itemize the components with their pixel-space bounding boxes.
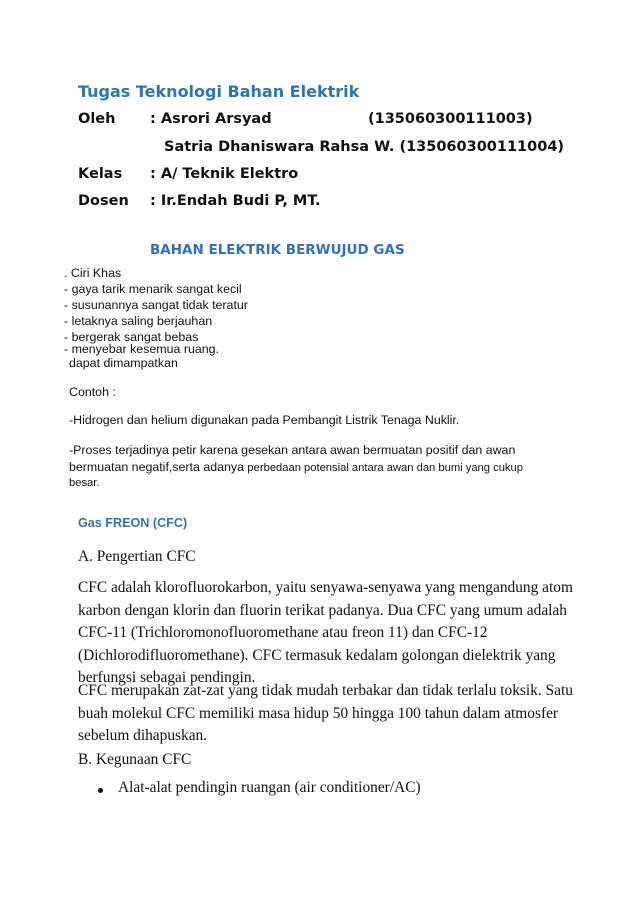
author-name-2: Satria Dhaniswara Rahsa W. (135060300111004) [164, 139, 565, 155]
paragraph-1: CFC adalah klorofluorokarbon, yaitu senyawa-senyawa yang mengandung atom karbon dengan klorin dan fluorin terikat padanya. Dua CFC yang umum adalah CFC-11 (Trichloromonofluoromethane atau freon 11) dan CFC-12 (Dichlorodifluoromethane). CFC termasuk kedalam golongan dielektrik yang berfungsi sebagai pendingin. [78, 579, 573, 686]
contoh-2-line-2 [69, 460, 523, 476]
kelas-label: Kelas [78, 166, 123, 182]
contoh-item-1: -Hidrogen dan helium digunakan pada Pembangit Listrik Tenaga Nuklir. [69, 413, 460, 427]
oleh-label: Oleh [78, 111, 116, 127]
author-name-1: : Asrori Arsyad [150, 111, 272, 127]
paragraph-2: CFC merupakan zat-zat yang tidak mudah terbakar dan tidak terlalu toksik. Satu buah molekul CFC memiliki masa hidup 50 hingga 100 tahun dalam atmosfer sebelum dihapuskan. [78, 682, 573, 744]
list-item: - gaya tarik menarik sangat kecil [64, 282, 242, 296]
contoh-label: Contoh : [69, 385, 116, 399]
dosen-label: Dosen [78, 193, 129, 209]
list-item: - menyebar kesemua ruang. [64, 342, 219, 356]
kelas-value: : A/ Teknik Elektro [150, 166, 299, 182]
contoh-2-line-3: besar. [69, 477, 100, 489]
list-item: - bergerak sangat bebas [64, 330, 199, 344]
list-item: - letaknya saling berjauhan [64, 314, 213, 328]
contoh-2-line-2-a: bermuatan negatif,serta adanya [69, 460, 244, 474]
bullet-icon [98, 788, 103, 793]
list-item: - susunannya sangat tidak teratur [64, 298, 248, 312]
list-item: Alat-alat pendingin ruangan (air conditioner/AC) [118, 779, 421, 796]
section-a-heading: A. Pengertian CFC [78, 548, 196, 565]
section-b-heading: B. Kegunaan CFC [78, 751, 192, 768]
contoh-2-line-2-b: perbedaan potensial antara awan dan bumi yang cukup [247, 462, 523, 474]
list-item: . Ciri Khas [64, 266, 122, 280]
list-item: dapat dimampatkan [69, 356, 178, 370]
dosen-value: : Ir.Endah Budi P, MT. [150, 193, 321, 209]
contoh-2-line-1: -Proses terjadinya petir karena gesekan antara awan bermuatan positif dan awan [69, 443, 516, 457]
gas-heading: Gas FREON (CFC) [78, 516, 188, 530]
author-nim-1: (135060300111003) [368, 111, 533, 127]
document-title: Tugas Teknologi Bahan Elektrik [78, 82, 360, 101]
section-heading: BAHAN ELEKTRIK BERWUJUD GAS [150, 242, 405, 258]
